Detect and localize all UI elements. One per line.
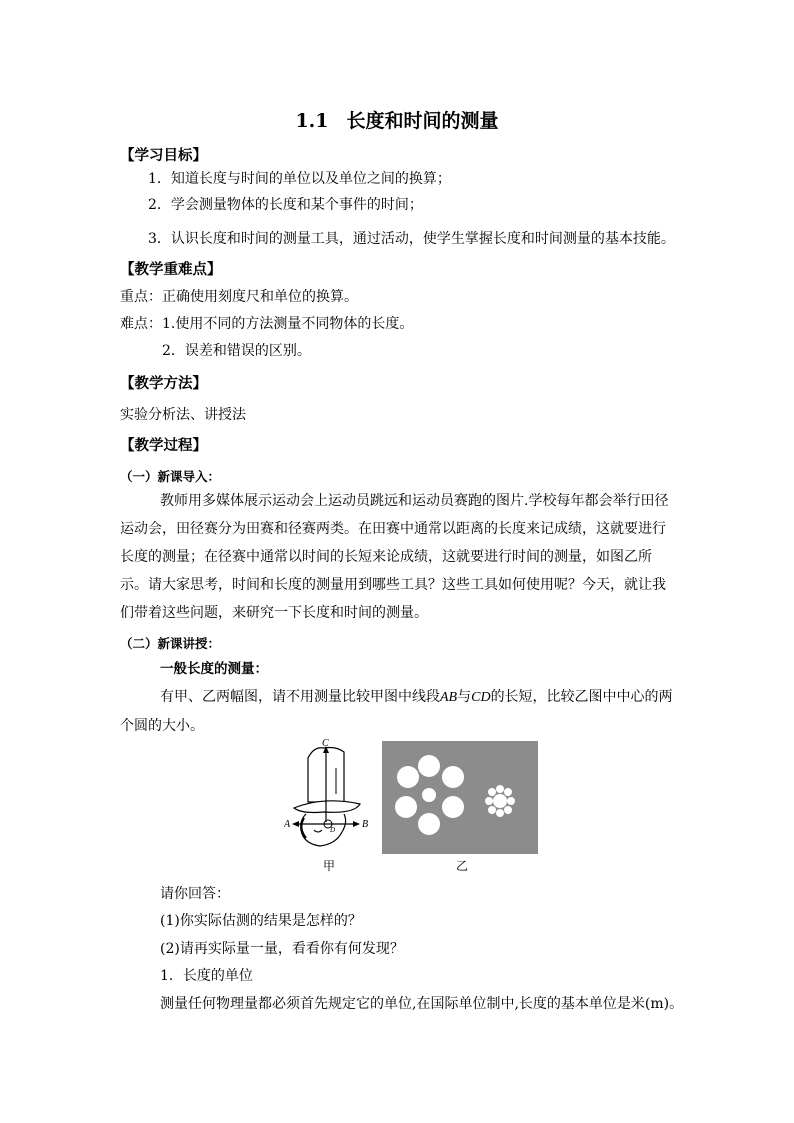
label-a: A (284, 819, 291, 830)
page-title (0, 106, 794, 133)
big-circle (418, 755, 440, 777)
face-outline (301, 814, 346, 846)
part2-subheading: 一般长度的测量： (160, 661, 268, 677)
part2-text-a: 有甲、乙两幅图，请不用测量比较甲图中线段 (160, 689, 440, 705)
difficulty-text-1: 难点：1.使用不同的方法测量不同物体的长度。 (120, 316, 414, 332)
part1-heading: （一）新课导入： (120, 469, 221, 484)
small-circle (504, 806, 512, 814)
hat-brim (294, 801, 360, 813)
caption-yi: 乙 (456, 859, 469, 873)
segment-ab: AB (440, 690, 458, 705)
center-circle-left (422, 788, 436, 802)
part2-paragraph (120, 683, 676, 740)
small-circle (504, 788, 512, 796)
part1-text: 教师用多媒体展示运动会上运动员跳远和运动员赛跑的图片.学校每年都会举行田径运动会，田径赛分为田赛和径赛两类。在田赛中通常以距离的长度来记成绩，这就要进行长度的测量；在径赛中通常以时间的长短来论成绩，这就要进行时间的测量，如图乙所示。请大家思考，时间和长度的测量用到哪些工具？这些工具如何使用呢？今天，就让我们带着这些问题，来研究一下长度和时间的测量。 (120, 493, 669, 621)
part2-text-c: 的长短，比较乙图中中心的两个圆的大小。 (120, 689, 673, 734)
big-circle (397, 766, 419, 788)
part1-paragraph (120, 487, 676, 627)
arrow-left-icon (292, 821, 299, 827)
heading-method: 【教学方法】 (120, 375, 207, 392)
heading-process: 【教学过程】 (120, 437, 207, 454)
goal-item-3: 3．认识长度和时间的测量工具，通过活动，使学生掌握长度和时间测量的基本技能。 (148, 231, 675, 247)
big-circle (442, 796, 464, 818)
answer-prompt: 请你回答： (160, 886, 230, 902)
small-circle (485, 797, 493, 805)
big-circle (442, 766, 464, 788)
focus-text: 重点：正确使用刻度尺和单位的换算。 (120, 289, 358, 305)
figure-jia (284, 738, 376, 858)
difficulty-text-2: 2．误差和错误的区别。 (162, 343, 311, 359)
part2-text-b: 与 (457, 689, 472, 705)
part2-heading: （二）新课讲授： (120, 636, 221, 651)
arrow-right-icon (353, 821, 360, 827)
unit-heading: 1．长度的单位 (160, 968, 253, 984)
goal-item-2: 2．学会测量物体的长度和某个事件的时间； (148, 197, 423, 213)
big-circle (395, 796, 417, 818)
label-d: D (330, 826, 336, 834)
center-circle-right (493, 794, 507, 808)
heading-goals: 【学习目标】 (120, 147, 207, 164)
small-circle (488, 788, 496, 796)
method-text: 实验分析法、讲授法 (120, 407, 246, 423)
small-circle (507, 797, 515, 805)
big-circle (418, 813, 440, 835)
title-text: 长度和时间的测量 (346, 110, 499, 132)
question-1: (1)你实际估测的结果是怎样的？ (160, 913, 362, 929)
unit-text: 测量任何物理量都必须首先规定它的单位,在国际单位制中,长度的基本单位是米(m)。 (160, 996, 684, 1012)
label-c: C (322, 738, 329, 749)
title-number: 1.1 (295, 110, 329, 132)
figure-yi (382, 741, 538, 854)
heading-key-points: 【教学重难点】 (120, 261, 222, 278)
small-circle (496, 809, 504, 817)
small-circle (496, 785, 504, 793)
segment-cd: CD (471, 690, 491, 705)
caption-jia: 甲 (323, 859, 336, 873)
question-2: (2)请再实际量一量，看看你有何发现？ (160, 941, 404, 957)
small-circle (488, 806, 496, 814)
label-b: B (362, 819, 369, 830)
goal-item-1: 1．知道长度与时间的单位以及单位之间的换算； (148, 171, 451, 187)
